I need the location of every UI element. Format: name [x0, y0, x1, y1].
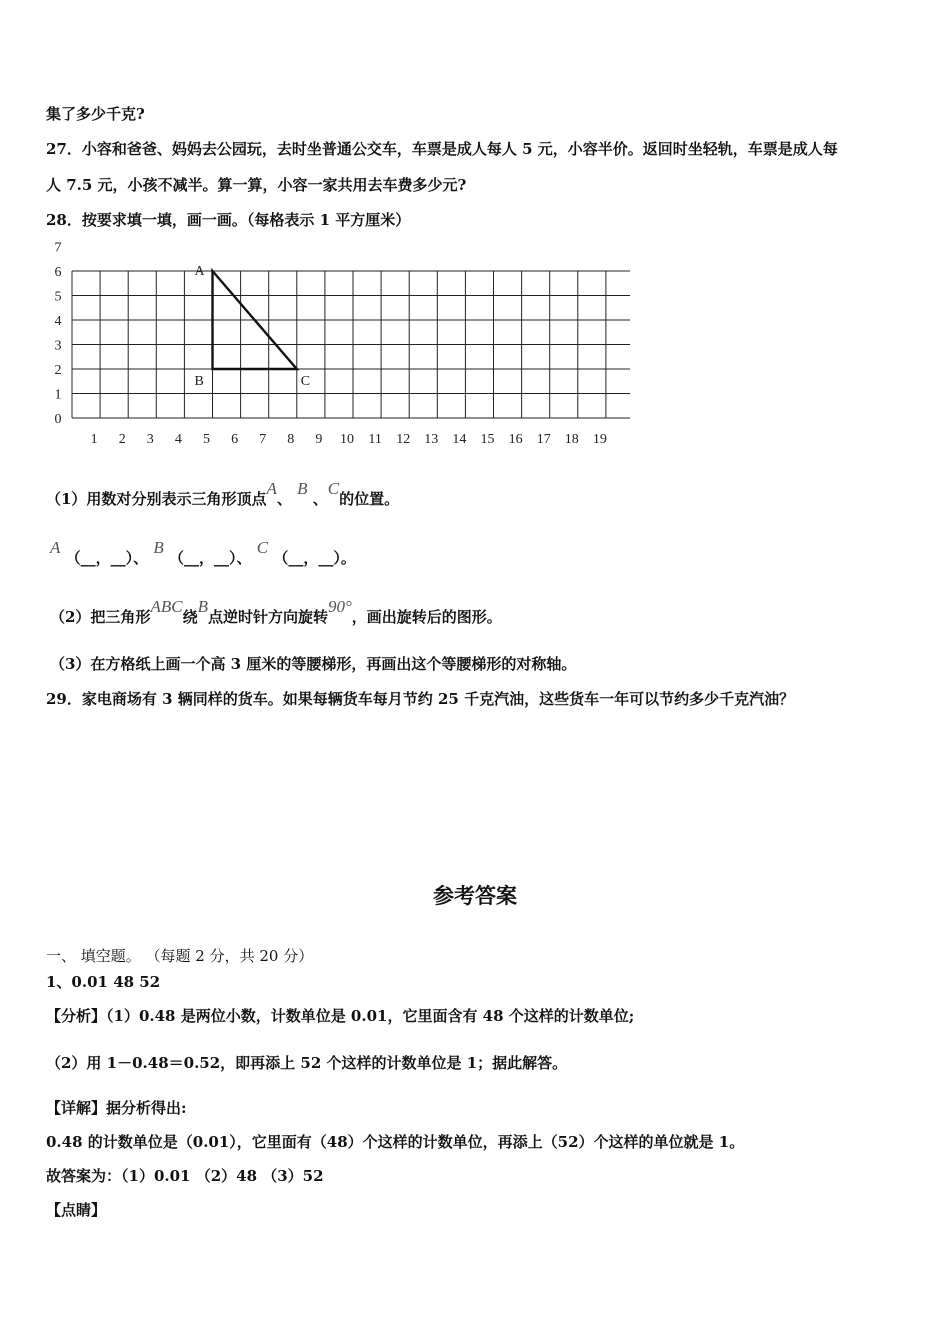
y-tick-label: 4	[54, 314, 62, 329]
x-tick-label: 19	[592, 432, 607, 447]
x-tick-label: 14	[452, 432, 467, 447]
x-tick-label: 4	[174, 432, 182, 447]
analysis-1: 【分析】（1）0.48 是两位小数，计数单位是 0.01，它里面含有 48 个这样的计数单位;	[46, 1007, 635, 1025]
x-tick-label: 9	[315, 432, 323, 447]
q1-sep: 、	[276, 490, 292, 508]
vertex-b-label: B	[153, 538, 164, 557]
blank-b[interactable]: （__，__）	[169, 549, 237, 567]
grid-chart	[40, 236, 630, 452]
question-28-1-blanks	[50, 538, 356, 568]
q1-sep: 、	[312, 490, 328, 508]
x-tick-label: 17	[536, 432, 551, 447]
x-tick-label: 8	[287, 432, 295, 447]
q1-suffix: 的位置。	[339, 490, 400, 508]
vertex-c-label: C	[327, 479, 340, 498]
point-heading: 【点睛】	[46, 1201, 107, 1219]
vertex-a-label: A	[266, 479, 277, 498]
x-tick-label: 18	[564, 432, 579, 447]
q2-suffix: ，画出旋转后的图形。	[351, 608, 502, 626]
detail-heading: 【详解】据分析得出:	[46, 1099, 187, 1117]
y-tick-label: 7	[54, 240, 62, 256]
x-tick-label: 16	[508, 432, 523, 447]
y-axis-labels	[55, 241, 62, 428]
q1-sep: 、	[236, 549, 252, 567]
q2-prefix: （2）把三角形	[50, 608, 151, 626]
x-tick-label: 5	[203, 432, 210, 447]
question-29: 29．家电商场有 3 辆同样的货车。如果每辆货车每月节约 25 千克汽油，这些货车一年可以节约多少千克汽油？	[46, 690, 795, 708]
x-tick-label: 6	[231, 432, 239, 447]
answers-section: 一、 填空题。 （每题 2 分，共 20 分）	[46, 947, 314, 965]
x-tick-label: 12	[396, 432, 411, 447]
vertex-b-label: B	[197, 597, 208, 616]
q2-mid: 点逆时针方向旋转	[207, 608, 328, 626]
vertex-a-label: A	[50, 538, 61, 557]
answers-title: 参考答案	[433, 884, 517, 908]
y-tick-label: 2	[54, 363, 62, 378]
question-27-line1: 27．小容和爸爸、妈妈去公园玩，去时坐普通公交车，车票是成人每人 5 元，小容半价。返回时坐轻轨，车票是成人每	[46, 140, 838, 158]
question-28-1	[46, 479, 400, 509]
x-tick-label: 13	[424, 432, 439, 447]
y-tick-label: 1	[54, 387, 62, 403]
angle-label: 90°	[327, 597, 352, 616]
question-28-3: （3）在方格纸上画一个高 3 厘米的等腰梯形，再画出这个等腰梯形的对称轴。	[50, 655, 577, 673]
x-tick-label: 2	[118, 432, 126, 447]
analysis-2: （2）用 1－0.48＝0.52，即再添上 52 个这样的计数单位是 1；据此解答。	[46, 1054, 568, 1072]
x-tick-label: 11	[368, 432, 382, 447]
x-tick-label: 10	[340, 432, 354, 447]
x-tick-label: 1	[90, 432, 98, 447]
triangle-abc	[195, 264, 311, 389]
triangle-abc-label: ABC	[150, 597, 183, 616]
x-tick-label: 7	[259, 432, 267, 447]
question-26-tail: 集了多少千克?	[46, 105, 145, 123]
y-tick-label: 0	[54, 412, 62, 427]
x-tick-label: 15	[480, 432, 495, 447]
question-28-title: 28．按要求填一填，画一画。（每格表示 1 平方厘米）	[46, 211, 411, 229]
q1-end: 。	[340, 549, 356, 567]
blank-c[interactable]: （__，__）	[273, 549, 341, 567]
vertex-label: C	[300, 374, 311, 389]
answer-1: 1、0.01 48 52	[46, 973, 161, 991]
x-axis-labels	[91, 432, 607, 447]
vertex-c-label: C	[256, 538, 269, 557]
question-27-line2: 人 7.5 元，小孩不减半。算一算，小容一家共用去车费多少元?	[46, 176, 467, 194]
detail-body: 0.48 的计数单位是（0.01），它里面有（48）个这样的计数单位，再添上（52）个这样的单位就是 1。	[46, 1133, 745, 1151]
grid-lines	[72, 271, 630, 418]
y-tick-label: 3	[54, 338, 62, 354]
q1-prefix: （1）用数对分别表示三角形顶点	[46, 490, 267, 508]
q2-rao: 绕	[182, 608, 198, 626]
y-tick-label: 5	[54, 289, 62, 305]
vertex-label: A	[194, 264, 205, 279]
vertex-label: B	[194, 374, 204, 389]
blank-a[interactable]: （__，__）	[65, 549, 134, 567]
q1-sep: 、	[133, 549, 149, 567]
question-28-2	[50, 597, 502, 627]
vertex-b-label: B	[297, 479, 308, 498]
x-tick-label: 3	[146, 432, 154, 447]
final-answer: 故答案为：（1）0.01 （2）48 （3）52	[46, 1167, 324, 1185]
y-tick-label: 6	[54, 265, 62, 280]
